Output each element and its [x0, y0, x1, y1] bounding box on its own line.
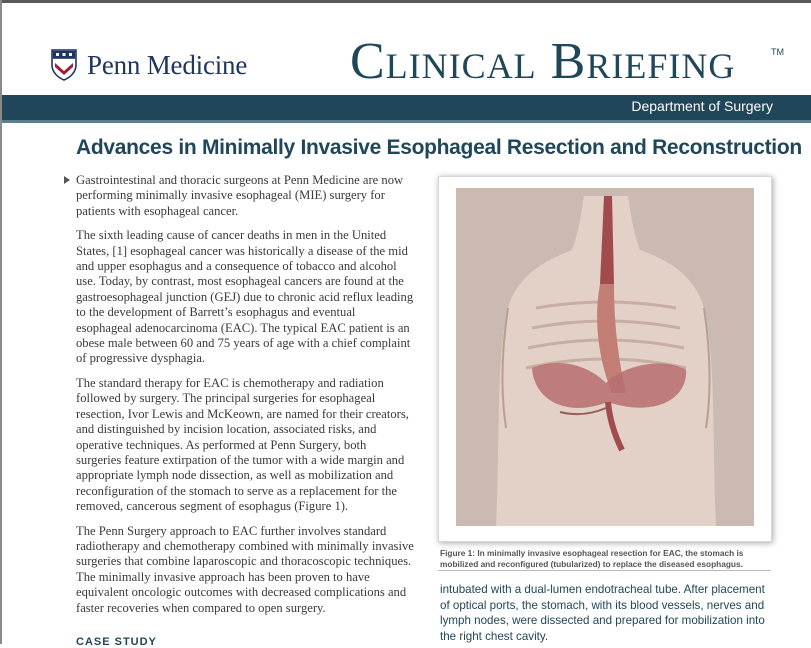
- figure-caption: Figure 1: In minimally invasive esophageal resection for EAC, the stomach is mobilized and reconfigured (tubularized) to replace the diseased esophagus.: [440, 548, 744, 569]
- paragraph-bullet-icon: [64, 176, 70, 184]
- brand-name: Penn Medicine: [87, 49, 248, 80]
- caption-divider: [438, 570, 771, 571]
- header-rule: [2, 120, 811, 123]
- penn-shield-icon: [51, 49, 77, 81]
- department-label: Department of Surgery: [631, 98, 773, 114]
- figure-1-image[interactable]: [438, 176, 772, 542]
- article-body: [76, 173, 414, 625]
- esophagus-illustration: [456, 188, 754, 526]
- header-band: [2, 95, 811, 120]
- right-column-text: intubated with a dual-lumen endotracheal tube. After placement of optical ports, the stomach, with its blood vessels, nerves and lymph nodes, were dissected and prepared for mobilization into the right chest cavity.: [440, 583, 765, 643]
- section-heading: CASE STUDY: [76, 636, 157, 648]
- masthead-title: Clinical Briefing: [350, 33, 736, 90]
- penn-medicine-logo[interactable]: [51, 49, 247, 81]
- article-title: Advances in Minimally Invasive Esophageal Resection and Reconstruction: [76, 136, 802, 159]
- trademark-mark: TM: [771, 47, 784, 57]
- paragraph: The sixth leading cause of cancer deaths in men in the United States, [1] esophageal cancer was historically a disease of the mid and upper esophagus and a consequence of tobacco and alcohol use. Today, by contrast, most esophageal cancers are found at the gastroesophageal junction (GEJ) due to chronic acid reflux leading to the development of Barrett’s esophagus and eventual esophageal adenocarcinoma (EAC). The typical EAC patient is an obese male between 60 and 75 years of age with a chief complaint of progressive dysphagia.: [76, 228, 414, 366]
- top-border: [0, 0, 811, 3]
- paragraph: The Penn Surgery approach to EAC further involves standard radiotherapy and chemotherapy combined with minimally invasive surgeries that combine laparoscopic and thoracoscopic techniques. The minimally invasive approach has been proven to have equivalent oncologic outcomes with decreased complications and faster recoveries when compared to open surgery.: [76, 523, 414, 615]
- paragraph: The standard therapy for EAC is chemotherapy and radiation followed by surgery. The principal surgeries for esophageal resection, Ivor Lewis and McKeown, are named for their creators, and distinguished by incision location, associated risks, and operative techniques. As performed at Penn Surgery, both surgeries feature extirpation of the tumor with a wide margin and appropriate lymph node dissection, as well as mobilization and reconfiguration of the stomach to serve as a replacement for the removed, cancerous segment of esophagus (Figure 1).: [76, 375, 409, 514]
- paragraph: Gastrointestinal and thoracic surgeons at Penn Medicine are now performing minimally invasive esophageal (MIE) surgery for patients with esophageal cancer.: [76, 173, 404, 218]
